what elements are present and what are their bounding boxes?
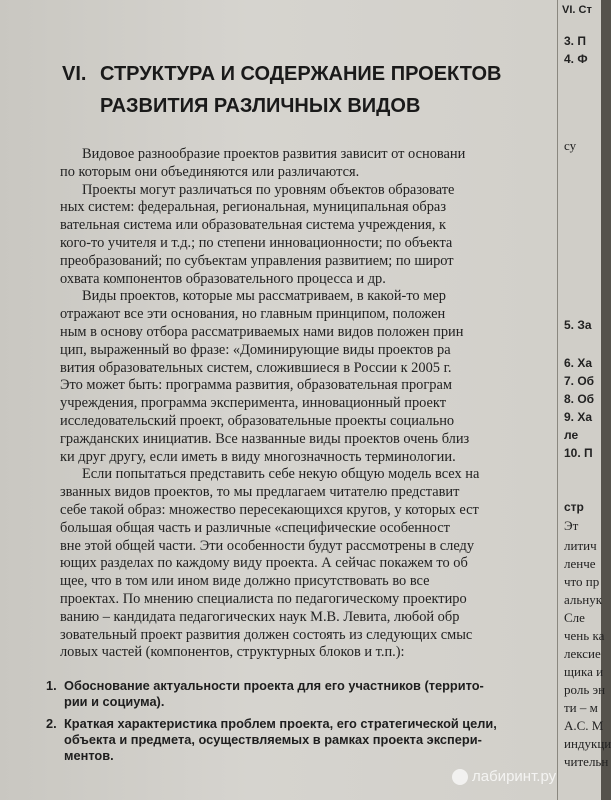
right-page-text-fragment: альнук bbox=[564, 592, 603, 607]
right-page-text-fragment: индукци bbox=[564, 736, 611, 751]
text-line: охвата компонентов образовательного процесса и др. bbox=[60, 270, 386, 287]
text-line: кого-то учителя и т.д.; по степени инновационности; по объекта bbox=[60, 234, 453, 251]
right-page-text-fragment: 7. Об bbox=[564, 374, 595, 388]
list-item-text: Обоснование актуальности проекта для его участников (террито- bbox=[64, 678, 484, 693]
right-page-text-fragment: что пр bbox=[564, 574, 600, 589]
right-page-text-fragment: 6. Ха bbox=[564, 356, 593, 370]
right-page-text-fragment: лексие bbox=[564, 646, 601, 661]
text-line: преобразований; по субъектам управления развитием; по широт bbox=[60, 252, 454, 269]
text-line: вательная система или образовательная система учреждения, к bbox=[60, 217, 446, 234]
list-item-continuation: ментов. bbox=[64, 748, 114, 763]
text-line: званных видов проектов, то мы предлагаем читателю представит bbox=[60, 484, 460, 501]
text-line: гражданских инициатив. Все названные виды проектов очень близ bbox=[60, 430, 470, 447]
right-page-text-fragment: щика и bbox=[564, 664, 604, 679]
right-page-text-fragment: чительн bbox=[564, 754, 609, 769]
chapter-title bbox=[62, 58, 562, 122]
list-item-number: 1. bbox=[46, 678, 57, 693]
numbered-list bbox=[46, 678, 566, 770]
right-page-text-fragment: 10. П bbox=[564, 446, 593, 460]
text-line: по которым они объединяются или различаются. bbox=[60, 163, 360, 180]
right-page-text-fragment: роль эн bbox=[564, 682, 606, 697]
right-page-text-fragment: 8. Об bbox=[564, 392, 595, 406]
watermark bbox=[452, 768, 556, 785]
right-page-text-fragment: 3. П bbox=[564, 34, 586, 48]
text-line: Виды проектов, которые мы рассматриваем, в какой-то мер bbox=[82, 288, 446, 305]
list-item bbox=[46, 678, 566, 710]
text-line: ным в основу отбора рассматриваемых нами видов положен прин bbox=[60, 323, 464, 340]
right-page-header: VI. Ст bbox=[562, 4, 592, 16]
text-line: вития образовательных систем, сложившиеся в России к 2005 г. bbox=[60, 359, 452, 376]
text-line: вне этой общей части. Эти особенности будут рассмотрены в следу bbox=[60, 537, 475, 554]
right-page-text-fragment: 5. За bbox=[564, 318, 592, 332]
text-line: большая общая часть и различные «специфические особенност bbox=[60, 519, 450, 536]
text-line: учреждения, программа эксперимента, инновационный проект bbox=[60, 395, 446, 412]
list-item-number: 2. bbox=[46, 716, 57, 731]
list-item-first-line bbox=[46, 678, 566, 694]
body-text bbox=[60, 146, 580, 662]
list-item-first-line bbox=[46, 716, 566, 732]
right-page-text-fragment: ле bbox=[564, 428, 579, 442]
list-item bbox=[46, 716, 566, 764]
text-line: исследовательский проект, образовательные проекты социально bbox=[60, 412, 455, 429]
right-page-text-fragment: Эт bbox=[564, 518, 579, 533]
text-line: ных систем: федеральная, региональная, муниципальная образ bbox=[60, 199, 447, 216]
text-line: отражают все эти основания, но главным принципом, положен bbox=[60, 306, 446, 323]
right-page-text-fragment: 9. Ха bbox=[564, 410, 593, 424]
right-page-text-fragment: А.С. М bbox=[564, 718, 604, 733]
text-line: проектах. По мнению специалиста по педагогическому проектиро bbox=[60, 590, 467, 607]
text-line: ющих разделах по каждому виду проекта. А сейчас покажем то об bbox=[60, 555, 468, 572]
list-item-continuation: объекта и предмета, осуществляемых в рамках проекта экспери- bbox=[64, 732, 482, 747]
right-page-text-fragment: 4. Ф bbox=[564, 52, 588, 66]
text-line: ванию – кандидата педагогических наук М.В. Левита, любой обр bbox=[60, 608, 460, 625]
right-page-text-fragment: чень ка bbox=[564, 628, 605, 643]
right-page-text-fragment: стр bbox=[564, 500, 584, 514]
list-item-text: Краткая характеристика проблем проекта, его стратегической цели, bbox=[64, 716, 497, 731]
text-line: Если попытаться представить себе некую общую модель всех на bbox=[82, 466, 480, 483]
text-line: зовательный проект развития должен состоять из следующих смыс bbox=[60, 626, 473, 643]
text-line: Видовое разнообразие проектов развития зависит от основани bbox=[82, 146, 466, 162]
chapter-title-line-2: РАЗВИТИЯ РАЗЛИЧНЫХ ВИДОВ bbox=[100, 95, 421, 117]
labirint-logo-icon bbox=[452, 769, 468, 785]
chapter-number: VI. bbox=[62, 63, 87, 85]
right-page-text-fragment: Сле bbox=[564, 610, 585, 625]
watermark-text: лабиринт.ру bbox=[472, 768, 557, 785]
text-line: себе такой образ: множество пересекающихся кругов, у которых ест bbox=[60, 501, 479, 518]
text-line: ки друг другу, если иметь в виду многозначность терминологии. bbox=[60, 448, 456, 465]
text-line: ловых частей (компонентов, структурных блоков и т.п.): bbox=[60, 644, 405, 661]
book-page-right bbox=[557, 0, 611, 800]
list-item-continuation: рии и социума). bbox=[64, 694, 165, 709]
right-page-text-fragment: ленче bbox=[564, 556, 596, 571]
text-line: щее, что в том или ином виде должно присутствовать во все bbox=[60, 573, 430, 590]
text-line: цип, выраженный во фразе: «Доминирующие виды проектов ра bbox=[60, 341, 451, 358]
right-page-text-fragment: ти – м bbox=[564, 700, 598, 715]
text-line: Проекты могут различаться по уровням объектов образовате bbox=[82, 181, 455, 198]
right-page-text-fragment: су bbox=[564, 138, 577, 153]
chapter-title-line-1: СТРУКТУРА И СОДЕРЖАНИЕ ПРОЕКТОВ bbox=[100, 63, 502, 85]
text-line: Это может быть: программа развития, образовательная програм bbox=[60, 377, 452, 394]
right-page-text-fragment: литич bbox=[564, 538, 597, 553]
